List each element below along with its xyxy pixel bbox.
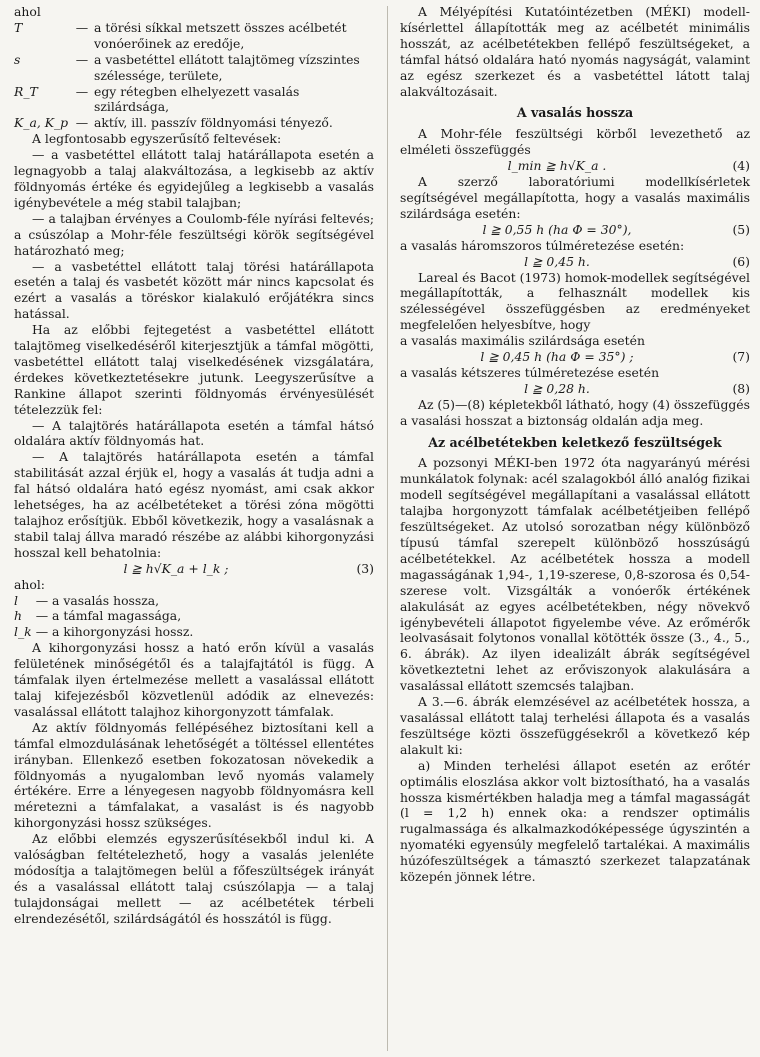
definition-row: l — a vasalás hossza,: [14, 593, 374, 609]
paragraph: Az (5)—(8) képletekből látható, hogy (4) összefüggés a vasalási hosszat a biztonság oldalán adja meg.: [400, 396, 751, 428]
definition-symbol: s: [14, 51, 21, 67]
paragraph: A szerző laboratóriumi modellkísérletek segítségével megállapította, hogy a vasalás maximális szilárdsága esetén:: [400, 174, 750, 221]
paragraph: — A talajtörés határállapota esetén a támfal hátsó oldalára aktív földnyomás hat.: [14, 417, 374, 449]
right-column: [400, 4, 750, 885]
paragraph: Az előbbi elemzés egyszerűsítésekből indul ki. A valóságban feltételezhető, hogy a vasalás jelenléte módosítja a talajtömegen belül a főfeszültségek irányát és a vasalással ellátott talaj csúszólapja — a talaj tulajdonságai mellett — az acélbetétek térbeli elrendezésétől, szilárdságától és hosszától is függ.: [14, 831, 374, 926]
equation-number: (8): [732, 380, 750, 396]
definition-text: a törési síkkal metszett összes acélbetét vonóerőinek az eredője,: [94, 19, 347, 51]
equation-8: [400, 381, 750, 397]
paragraph: A legfontosabb egyszerűsítő feltevések:: [32, 131, 282, 147]
paragraph: a) Minden terhelési állapot esetén az erőtér optimális eloszlása akkor volt biztosítható, ha a vasalás hossza kismértékben haladja meg a támfal magasságát (l = 1,2 h) ennek oka: a rendszer optimális rugalmassága és alkalmazkodóképessége úgyszintén a nyomatéki egyensúly megfelelő tartalékai. A maximális húzófeszültségek a támasztó szerkezet talapzatának közepén jönnek létre.: [400, 757, 750, 885]
definition-symbol: K_a, K_p: [14, 115, 69, 131]
definition-row: R_T — egy rétegben elhelyezett vasalás szilárdsága,: [14, 84, 374, 116]
equation-formula: l ≧ h√K_a + l_k ;: [123, 560, 229, 576]
paragraph: — a vasbetéttel ellátott talaj határállapota esetén a legnagyobb a talaj alakváltozása, a legkisebb az aktív földnyomás értéke és egyidejűleg a legkisebb a vasalás igénybevétele a még stabil talajban;: [14, 147, 374, 210]
paragraph: A 3.—6. ábrák elemzésével az acélbetétek hossza, a vasalással ellátott talaj terhelési állapota és a vasalás feszültsége közti összefüggésekről a következő kép alakult ki:: [400, 694, 750, 757]
definition-text: a vasalás hossza,: [52, 592, 160, 608]
definition-text: egy rétegben elhelyezett vasalás szilárdsága,: [94, 83, 300, 115]
equation-formula: l_min ≧ h√K_a .: [507, 158, 607, 174]
definition-text: a kihorgonyzási hossz.: [52, 624, 194, 640]
paragraph: A pozsonyi MÉKI-ben 1972 óta nagyarányú mérési munkálatok folynak: acél szalagokból álló analóg fizikai modell segítségével megállapítani a vasalással ellátott talajba horgonyzott támfalak acélbetétjeiben fellépő feszültségeket. Az utolsó sorozatban négy különböző típusú támfal szerepelt különböző hosszúságú acélbetétekkel. Az acélbetétek hossza a modell magasságának 1,94-, 1,19-szerese, 0,8-szorosa és 0,54-szerese volt. Vizsgálták a vonóerők értékének alakulását az egyes acélbetétekben, négy növekvő igénybevételi állapotot figyelembe véve. Az erőmérők leolvasásait folytonos vonallal kötötték össze (3., 4., 5., 6. ábrák). Az ilyen idealizált ábrák segítségével következtetni lehet az erőviszonyok alakulására a vasalással ellátott szemcsés talajban.: [400, 455, 750, 694]
equation-number: (6): [732, 253, 750, 269]
equation-formula: l ≧ 0,45 h (ha Φ = 35°) ;: [480, 349, 634, 365]
paragraph: a vasalás maximális szilárdsága esetén: [400, 333, 645, 349]
where-label: ahol: [14, 4, 41, 19]
paragraph: Ha az előbbi fejtegetést a vasbetéttel ellátott talajtömeg viselkedéséről kiterjesztjük a támfal mögötti, vasbetéttel ellátott talaj viselkedésének vizsgálatára, érdekes következtetésekre jutunk. Leegyszerűsítve a Rankine állapot szerinti földnyomás érvényesülését tételezzük fel:: [14, 322, 374, 417]
paragraph: A Mélyépítési Kutatóintézetben (MÉKI) modell-kísérlettel állapították meg az acélbetét minimális hosszát, az acélbetétekben fellépő feszültségeket, a támfal hátsó oldalára ható nyomás nagyságát, valamint az egész szerkezet és a vasbetéttel látott talaj alakváltozásait.: [400, 4, 750, 99]
equation-3: [14, 561, 374, 577]
equation-4: [400, 158, 750, 174]
definition-row: s — a vasbetéttel ellátott talajtömeg vízszintes szélessége, területe,: [14, 52, 374, 84]
left-column: [14, 4, 374, 927]
definition-row: K_a, K_p — aktív, ill. passzív földnyomási tényező.: [14, 115, 374, 131]
equation-formula: l ≧ 0,28 h.: [524, 380, 590, 396]
equation-number: (4): [732, 158, 750, 174]
definition-text: aktív, ill. passzív földnyomási tényező.: [94, 115, 333, 131]
paragraph: a vasalás háromszoros túlméretezése esetén:: [400, 237, 685, 253]
paragraph: — a vasbetéttel ellátott talaj törési határállapota esetén a talaj és vasbetét között már nincs kapcsolat és ezért a vasalás a töréskor kialakuló erőjátékra sincs hatással.: [14, 258, 374, 322]
definition-symbol: l: [14, 592, 18, 608]
paragraph: A Mohr-féle feszültségi körből levezethető az elméleti összefüggés: [400, 126, 750, 158]
definition-symbol: h: [14, 608, 22, 624]
equation-number: (7): [732, 349, 750, 365]
definition-text: a vasbetéttel ellátott talajtömeg vízszintes szélessége, területe,: [94, 51, 360, 83]
paragraph: — a talajban érvényes a Coulomb-féle nyírási feltevés; a csúszólap a Mohr-féle feszültségi körök segítségével határozható meg;: [14, 210, 374, 258]
definition-row: l_k — a kihorgonyzási hossz.: [14, 624, 374, 640]
paragraph: Lareal és Bacot (1973) homok-modellek segítségével megállapították, a felhasznált modellek kis szélességével összefüggésben az eredményeket megfelelően helyesbítve, hogy: [400, 269, 750, 333]
definition-row: T — a törési síkkal metszett összes acélbetét vonóerőinek az eredője,: [14, 20, 374, 52]
equation-5: [400, 222, 750, 238]
section-heading: Az acélbetétekben keletkező feszültségek: [428, 434, 722, 450]
definition-symbol: T: [14, 19, 23, 35]
paragraph: Az aktív földnyomás fellépéséhez biztosítani kell a támfal elmozdulásának lehetőségét a töltéssel ellentétes irányban. Ellenkező esetben fokozatosan növekedik a földnyomás a nyugalomban levő nyomás valamely értékére. Erre a lényegesen nagyobb földnyomásra kell méretezni a támfalakat, a vasalást is és nagyobb kihorgonyzási hossz szükséges.: [14, 719, 374, 831]
definition-row: h — a támfal magassága,: [14, 608, 374, 624]
equation-formula: l ≧ 0,55 h (ha Φ = 30°),: [482, 221, 632, 237]
paragraph: A kihorgonyzási hossz a ható erőn kívül a vasalás felületének minőségétől és a talajfajtától is függ. A támfalak ilyen értelmezése mellett a vasalással ellátott talaj kifejezésből közvetlenül adódik az elnevezés: vasalással ellátott talajhoz kihorgonyzott támfalak.: [14, 640, 374, 719]
paragraph: — A talajtörés határállapota esetén a támfal stabilitását azzal érjük el, hogy a vasalás át tudja adni a fal hátsó oldalára ható egész nyomást, ami csak akkor lehetséges, ha az acélbetéteket a törési zóna mögötti talajhoz erősítjük. Ebből következik, hogy a vasalásnak a stabil talaj állva maradó részébe az alábbi kihorgonyzási hosszal kell behatolnia:: [14, 449, 374, 560]
column-divider: [387, 6, 388, 1051]
equation-number: (5): [732, 221, 750, 237]
definition-symbol: R_T: [14, 83, 38, 99]
equation-7: [400, 349, 750, 365]
equation-6: [400, 254, 750, 270]
section-heading: A vasalás hossza: [516, 105, 634, 121]
where-label: ahol:: [14, 576, 45, 592]
paragraph: a vasalás kétszeres túlméretezése esetén: [400, 364, 660, 380]
definition-symbol: l_k: [14, 624, 32, 640]
equation-number: (3): [356, 560, 374, 576]
definition-text: a támfal magassága,: [52, 608, 182, 624]
equation-formula: l ≧ 0,45 h.: [524, 253, 590, 269]
